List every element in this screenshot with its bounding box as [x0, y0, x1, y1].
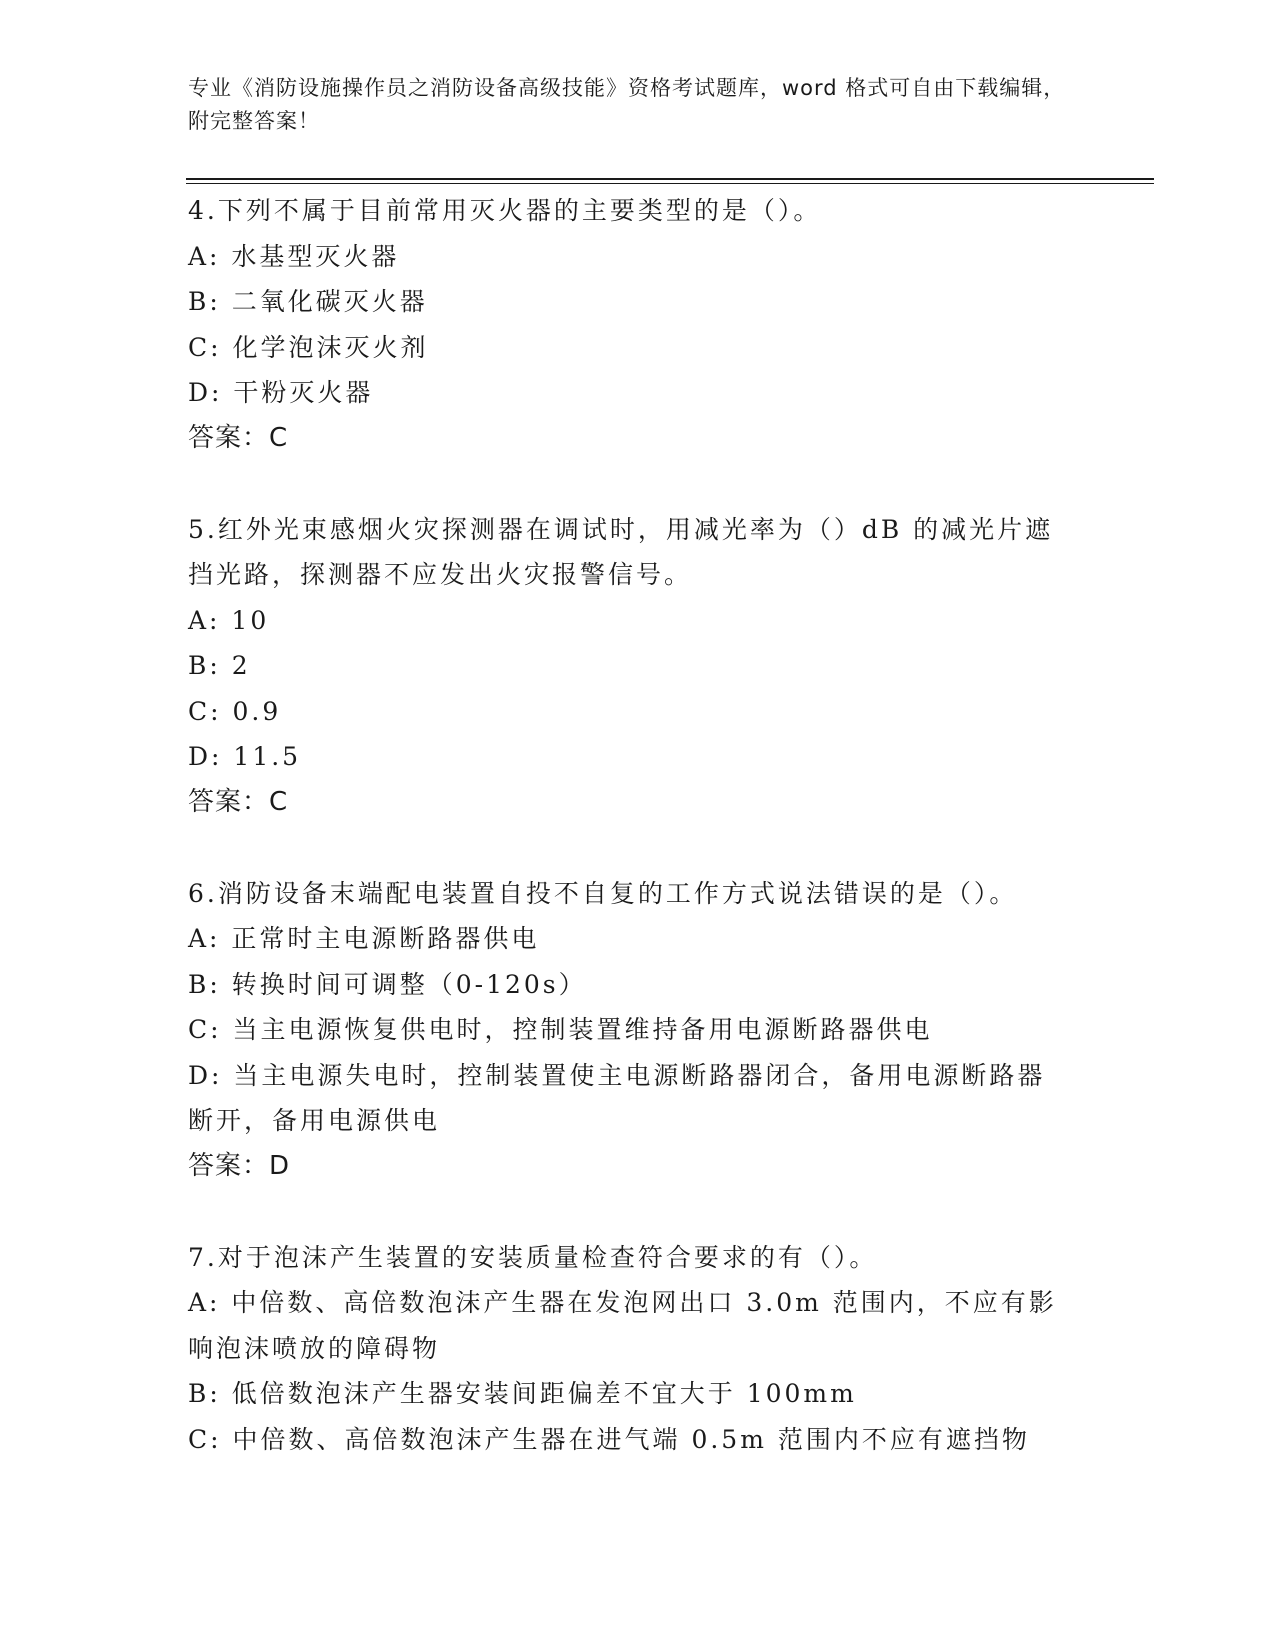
answer: 答案：D	[188, 1150, 291, 1181]
option-d: D: 干粉灭火器	[188, 378, 374, 407]
option-c: C: 化学泡沫灭火剂	[188, 332, 429, 362]
question-gap	[188, 1189, 1068, 1235]
option-d: D: 当主电源失电时，控制装置使主电源断路器闭合，备用电源断路器断开，备用电源供电	[188, 1060, 1046, 1135]
option-b: B: 转换时间可调整（0-120s）	[188, 969, 587, 999]
question-stem: 4.下列不属于目前常用灭火器的主要类型的是（）。	[188, 196, 822, 225]
option-c: C: 中倍数、高倍数泡沫产生器在进气端 0.5m 范围内不应有遮挡物	[188, 1424, 1030, 1454]
option-b: B: 低倍数泡沫产生器安装间距偏差不宜大于 100mm	[188, 1379, 857, 1408]
question-stem: 7.对于泡沫产生装置的安装质量检查符合要求的有（）。	[188, 1242, 878, 1272]
question-6	[188, 871, 1068, 1190]
option-a: A: 10	[188, 605, 270, 635]
question-stem: 6.消防设备末端配电装置自投不自复的工作方式说法错误的是（）。	[188, 878, 1018, 908]
answer: 答案：C	[188, 422, 289, 453]
answer: 答案：C	[188, 786, 289, 817]
question-gap	[188, 825, 1068, 871]
question-4	[188, 188, 1068, 461]
option-c: C: 当主电源恢复供电时，控制装置维持备用电源断路器供电	[188, 1015, 933, 1044]
question-stem: 5.红外光束感烟火灾探测器在调试时，用减光率为（）dB 的减光片遮挡光路，探测器不应发出火灾报警信号。	[188, 514, 1054, 589]
option-a: A: 中倍数、高倍数泡沫产生器在发泡网出口 3.0m 范围内，不应有影响泡沫喷放的障碍物	[188, 1288, 1057, 1363]
option-c: C: 0.9	[188, 696, 282, 726]
question-7	[188, 1235, 1068, 1463]
option-b: B: 2	[188, 651, 251, 680]
option-a: A: 正常时主电源断路器供电	[188, 924, 540, 953]
header-rule-thin	[186, 183, 1154, 184]
option-a: A: 水基型灭火器	[188, 241, 400, 271]
option-b: B: 二氧化碳灭火器	[188, 287, 428, 316]
question-gap	[188, 461, 1068, 507]
option-d: D: 11.5	[188, 742, 302, 771]
question-5	[188, 507, 1068, 826]
document-header: 专业《消防设施操作员之消防设备高级技能》资格考试题库，word 格式可自由下载编辑，附完整答案！	[188, 76, 1066, 133]
question-list	[188, 188, 1068, 1462]
header-rule-thick	[186, 178, 1154, 180]
